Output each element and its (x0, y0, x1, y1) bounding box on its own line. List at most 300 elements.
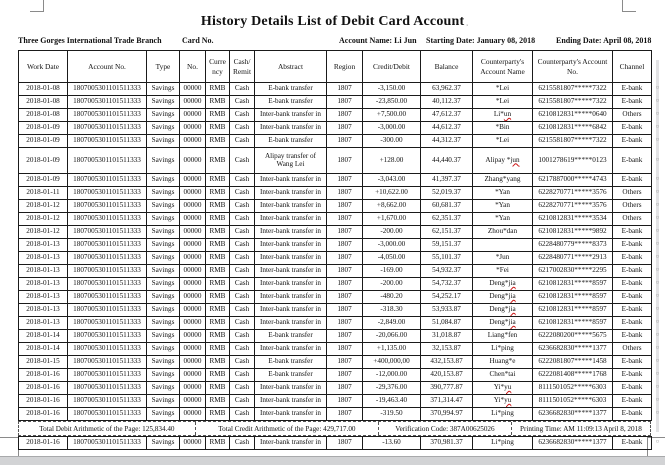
cell-no: 00000 (180, 200, 206, 213)
cell-counterparty-name (473, 278, 533, 291)
cell-currency: RMB (206, 109, 230, 122)
cell-counterparty-account: 6228480779*****8373 (533, 239, 613, 252)
counterparty-name-text: Liang*fen (487, 331, 518, 340)
ending-date: Ending Date: April 08, 2018 (556, 36, 652, 45)
cell-region: 1807 (327, 109, 363, 122)
table-row (19, 96, 652, 109)
cell-account-no: 1807005301101511333 (68, 187, 147, 200)
cell-credit-debit: -4,050.00 (363, 252, 421, 265)
cell-type: Savings (147, 213, 180, 226)
cell-currency: RMB (206, 408, 230, 421)
cell-channel: E-bank ¤ (613, 291, 652, 304)
cell-no: 00000 (180, 96, 206, 109)
cell-no: 00000 (180, 187, 206, 200)
cell-region: 1807 (327, 343, 363, 356)
table-row (19, 265, 652, 278)
cell-balance: 31,018.87 (421, 330, 473, 343)
cell-cash-remit: Cash (230, 437, 255, 450)
cell-abstract: Inter-bank transfer in (255, 408, 327, 421)
cell-counterparty-name (473, 382, 533, 395)
cell-account-no: 1807005301101511333 (68, 265, 147, 278)
counterparty-name-text: Yi* (493, 396, 505, 405)
cell-abstract: Inter-bank transfer in (255, 437, 327, 450)
table-row (19, 109, 652, 122)
cell-channel: E-bank ¤ (613, 148, 652, 174)
cell-balance: 63,962.37 (421, 83, 473, 96)
cell-abstract: Inter-bank transfer in (255, 109, 327, 122)
cell-no: 00000 (180, 437, 206, 450)
cell-account-no: 1807005301101511333 (68, 148, 147, 174)
cell-currency: RMB (206, 356, 230, 369)
counterparty-name-text: *Yan (495, 188, 510, 197)
cell-abstract: Inter-bank transfer in (255, 278, 327, 291)
cell-type: Savings (147, 122, 180, 135)
cell-cash-remit: Cash (230, 226, 255, 239)
cell-channel: E-bank ¤ (613, 278, 652, 291)
cell-cash-remit: Cash (230, 408, 255, 421)
cell-type: Savings (147, 239, 180, 252)
printing-time: Printing Time: AM 11:09:13 April 8, 2018 ¤ (512, 422, 650, 435)
cell-no: 00000 (180, 317, 206, 330)
cell-balance: 51,084.87 (421, 317, 473, 330)
counterparty-name-text: Deng* (489, 292, 509, 301)
cell-credit-debit: -2,849.00 (363, 317, 421, 330)
account-name: Account Name: Li Jun (339, 36, 417, 45)
cell-counterparty-account: 1001278619*****0123 (533, 148, 613, 174)
cell-credit-debit: +8,662.00 (363, 200, 421, 213)
counterparty-name-text: *Bin (495, 123, 510, 132)
cell-currency: RMB (206, 278, 230, 291)
cell-cash-remit: Cash (230, 122, 255, 135)
cell-work-date: 2018-01-13 (19, 278, 68, 291)
cell-counterparty-name (473, 148, 533, 174)
cell-abstract: Inter-bank transfer in (255, 174, 327, 187)
counterparty-name-text: Li*ping (491, 344, 514, 353)
cell-currency: RMB (206, 239, 230, 252)
cell-counterparty-name (473, 317, 533, 330)
cell-currency: RMB (206, 330, 230, 343)
cell-type: Savings (147, 330, 180, 343)
cell-balance: 370,994.97 (421, 408, 473, 421)
counterparty-name-text: *Yan (495, 214, 510, 223)
cell-cash-remit: Cash (230, 200, 255, 213)
cell-work-date: 2018-01-13 (19, 291, 68, 304)
cell-counterparty-account: 6217002830*****2295 (533, 265, 613, 278)
cell-type: Savings (147, 135, 180, 148)
cell-account-no: 1807005301101511333 (68, 291, 147, 304)
cell-abstract: Inter-bank transfer in (255, 122, 327, 135)
cell-type: Savings (147, 408, 180, 421)
cell-cash-remit: Cash (230, 291, 255, 304)
table-row (19, 317, 652, 330)
cell-work-date: 2018-01-16 (19, 395, 68, 408)
cell-credit-debit: +1,670.00 (363, 213, 421, 226)
cell-account-no: 1807005301101511333 (68, 239, 147, 252)
cell-no: 00000 (180, 408, 206, 421)
cell-channel: E-bank ¤ (613, 122, 652, 135)
cell-channel: E-bank ¤ (613, 135, 652, 148)
cell-account-no: 1807005301101511333 (68, 83, 147, 96)
cell-counterparty-account: 6210812831*****6842 (533, 122, 613, 135)
cell-channel: E-bank ¤ (613, 252, 652, 265)
cell-work-date: 2018-01-11 (19, 187, 68, 200)
cell-type: Savings (147, 317, 180, 330)
cell-work-date: 2018-01-09 (19, 174, 68, 187)
card-no-label: Card No. (182, 36, 214, 45)
cell-region: 1807 (327, 226, 363, 239)
cell-account-no: 1807005301101511333 (68, 278, 147, 291)
cell-channel: Others ¤ (613, 200, 652, 213)
cell-work-date: 2018-01-15 (19, 356, 68, 369)
cell-counterparty-account: 6228270771*****3576 (533, 187, 613, 200)
cell-region: 1807 (327, 278, 363, 291)
table-row (19, 226, 652, 239)
counterparty-name-text: Chen*tai (489, 370, 516, 379)
cell-counterparty-account: 6210812831*****8597 (533, 304, 613, 317)
header-channel: Channel (613, 51, 652, 83)
cell-counterparty-name (473, 395, 533, 408)
cell-credit-debit: -3,000.00 (363, 239, 421, 252)
cell-counterparty-account: 6210812831*****8597 (533, 291, 613, 304)
cell-work-date: 2018-01-09 (19, 135, 68, 148)
counterparty-name-text: *Jun (495, 253, 510, 262)
cell-channel: E-bank ¤ (613, 317, 652, 330)
cell-region: 1807 (327, 135, 363, 148)
table-header-row (19, 51, 652, 83)
cell-account-no: 1807005301101511333 (68, 395, 147, 408)
cell-counterparty-account: 6222081807*****1458 (533, 356, 613, 369)
cell-currency: RMB (206, 200, 230, 213)
cell-balance: 32,153.87 (421, 343, 473, 356)
cell-account-no: 1807005301101511333 (68, 356, 147, 369)
counterparty-name-text: *Lei (495, 97, 510, 106)
cell-channel: Others ¤ (613, 343, 652, 356)
cell-abstract: E-bank transfer (255, 135, 327, 148)
cell-currency: RMB (206, 148, 230, 174)
cell-work-date: 2018-01-08 (19, 96, 68, 109)
cell-channel: E-bank ¤ (613, 304, 652, 317)
cell-abstract: E-bank transfer (255, 96, 327, 109)
cell-credit-debit: -319.50 (363, 408, 421, 421)
cell-cash-remit: Cash (230, 265, 255, 278)
cell-counterparty-name (473, 122, 533, 135)
table-row (19, 278, 652, 291)
cell-balance: 52,019.37 (421, 187, 473, 200)
cell-account-no: 1807005301101511333 (68, 226, 147, 239)
cell-work-date: 2018-01-14 (19, 330, 68, 343)
cell-work-date: 2018-01-12 (19, 226, 68, 239)
cell-balance: 44,312.37 (421, 135, 473, 148)
cell-work-date: 2018-01-13 (19, 252, 68, 265)
counterparty-name-text: Li*ping (491, 438, 514, 447)
cell-no: 00000 (180, 395, 206, 408)
cell-type: Savings (147, 109, 180, 122)
cell-balance: 54,932.37 (421, 265, 473, 278)
cell-type: Savings (147, 96, 180, 109)
cell-counterparty-name (473, 83, 533, 96)
cell-no: 00000 (180, 213, 206, 226)
cell-currency: RMB (206, 382, 230, 395)
table-row (19, 135, 652, 148)
cell-type: Savings (147, 174, 180, 187)
cell-cash-remit: Cash (230, 382, 255, 395)
cell-currency: RMB (206, 83, 230, 96)
cell-type: Savings (147, 278, 180, 291)
table-row (19, 304, 652, 317)
cell-counterparty-account: 6222080200*****5675 (533, 330, 613, 343)
starting-date: Starting Date: January 08, 2018 (426, 36, 536, 45)
cell-counterparty-name (473, 330, 533, 343)
table-row (19, 356, 652, 369)
cell-cash-remit: Cash (230, 252, 255, 265)
cell-no: 00000 (180, 174, 206, 187)
counterparty-name-text: Yi* (493, 383, 505, 392)
document-page (18, 6, 651, 450)
cell-counterparty-name (473, 304, 533, 317)
cell-account-no: 1807005301101511333 (68, 437, 147, 450)
cell-no: 00000 (180, 356, 206, 369)
next-page-table (18, 436, 652, 450)
cell-currency: RMB (206, 213, 230, 226)
cell-no: 00000 (180, 83, 206, 96)
cell-no: 00000 (180, 304, 206, 317)
cell-region: 1807 (327, 356, 363, 369)
cell-counterparty-account: 6210812831*****3534 (533, 213, 613, 226)
cell-counterparty-name (473, 291, 533, 304)
cell-account-no: 1807005301101511333 (68, 382, 147, 395)
cell-region: 1807 (327, 317, 363, 330)
cell-region: 1807 (327, 213, 363, 226)
cell-account-no: 1807005301101511333 (68, 252, 147, 265)
cell-abstract: Inter-bank transfer in (255, 187, 327, 200)
cell-balance: 390,777.87 (421, 382, 473, 395)
cell-currency: RMB (206, 187, 230, 200)
counterparty-name-text: Alipay * (485, 155, 511, 164)
counterparty-name-flagged: yu (504, 396, 512, 405)
cell-abstract: Alipay transfer of Wang Lei (255, 148, 327, 174)
cell-abstract: Inter-bank transfer in (255, 395, 327, 408)
cell-credit-debit: -29,376.00 (363, 382, 421, 395)
cell-currency: RMB (206, 317, 230, 330)
page-totals-row (18, 421, 651, 436)
cell-account-no: 1807005301101511333 (68, 304, 147, 317)
cell-type: Savings (147, 265, 180, 278)
cell-credit-debit: -23,850.00 (363, 96, 421, 109)
table-header (19, 51, 652, 83)
cell-no: 00000 (180, 226, 206, 239)
cell-abstract: Inter-bank transfer in (255, 239, 327, 252)
cell-counterparty-name (473, 239, 533, 252)
cell-no: 00000 (180, 278, 206, 291)
cell-balance: 60,681.37 (421, 200, 473, 213)
cell-type: Savings (147, 252, 180, 265)
table-row (19, 122, 652, 135)
cell-channel: E-bank ¤ (613, 83, 652, 96)
cell-cash-remit: Cash (230, 343, 255, 356)
cell-no: 00000 (180, 291, 206, 304)
cell-currency: RMB (206, 343, 230, 356)
table-row (19, 148, 652, 174)
cell-credit-debit: -300.00 (363, 135, 421, 148)
cell-work-date: 2018-01-12 (19, 213, 68, 226)
cell-channel: E-bank ¤ (613, 369, 652, 382)
cell-credit-debit: -3,000.00 (363, 122, 421, 135)
cell-no: 00000 (180, 135, 206, 148)
cell-type: Savings (147, 343, 180, 356)
cell-balance: 44,612.37 (421, 122, 473, 135)
cell-type: Savings (147, 356, 180, 369)
table-row (19, 330, 652, 343)
cell-cash-remit: Cash (230, 83, 255, 96)
counterparty-name-text: *Lei (495, 136, 510, 145)
counterparty-name-text: *Lei (495, 84, 510, 93)
cell-region: 1807 (327, 148, 363, 174)
total-debit: Total Debit Arithmetic of the Page: 125,834.40 (19, 422, 196, 435)
cell-abstract: Inter-bank transfer in (255, 343, 327, 356)
table-row (19, 252, 652, 265)
header-abstract: Abstract (255, 51, 327, 83)
cell-balance: 62,351.37 (421, 213, 473, 226)
cell-balance: 47,612.37 (421, 109, 473, 122)
table-row (19, 369, 652, 382)
table-row (19, 187, 652, 200)
cell-abstract: Inter-bank transfer in (255, 213, 327, 226)
cell-counterparty-name (473, 343, 533, 356)
cell-work-date: 2018-01-13 (19, 265, 68, 278)
cell-counterparty-name (473, 213, 533, 226)
cell-work-date: 2018-01-16 (19, 408, 68, 421)
cell-abstract: Inter-bank transfer in (255, 226, 327, 239)
cell-credit-debit: +1,135.00 (363, 343, 421, 356)
header-currency: Curre ncy (206, 51, 230, 83)
counterparty-name-flagged: jun (510, 155, 520, 164)
cell-counterparty-account: 8111501052*****6303 (533, 382, 613, 395)
cell-account-no: 1807005301101511333 (68, 96, 147, 109)
cell-account-no: 1807005301101511333 (68, 317, 147, 330)
cell-account-no: 1807005301101511333 (68, 408, 147, 421)
header-balance: Balance (421, 51, 473, 83)
cell-counterparty-account: 6236682830*****1377 (533, 343, 613, 356)
branch-name: Three Gorges International Trade Branch (18, 36, 162, 45)
cell-balance: 432,153.87 (421, 356, 473, 369)
cell-currency: RMB (206, 135, 230, 148)
paragraph-mark: , (466, 21, 469, 27)
counterparty-name-flagged: jia (508, 318, 516, 327)
cell-credit-debit: -480.20 (363, 291, 421, 304)
cell-cash-remit: Cash (230, 369, 255, 382)
cell-currency: RMB (206, 252, 230, 265)
cell-channel: E-bank ¤ (613, 437, 652, 450)
cell-region: 1807 (327, 291, 363, 304)
cell-credit-debit: +10,622.00 (363, 187, 421, 200)
cell-no: 00000 (180, 122, 206, 135)
cell-cash-remit: Cash (230, 239, 255, 252)
cell-cash-remit: Cash (230, 148, 255, 174)
cell-channel: E-bank ¤ (613, 239, 652, 252)
cell-no: 00000 (180, 148, 206, 174)
cell-credit-debit: +400,000,00 (363, 356, 421, 369)
cell-counterparty-name (473, 437, 533, 450)
cell-counterparty-name (473, 226, 533, 239)
cell-account-no: 1807005301101511333 (68, 135, 147, 148)
counterparty-name-text: Huang*e (489, 357, 516, 366)
cell-account-no: 1807005301101511333 (68, 122, 147, 135)
cell-no: 00000 (180, 382, 206, 395)
cell-cash-remit: Cash (230, 317, 255, 330)
cell-balance: 371,314.47 (421, 395, 473, 408)
table-row (19, 343, 652, 356)
cell-balance: 62,151.37 (421, 226, 473, 239)
counterparty-name-flagged: jia (508, 305, 516, 314)
cell-work-date: 2018-01-16 (19, 437, 68, 450)
cell-work-date: 2018-01-14 (19, 343, 68, 356)
cell-abstract: Inter-bank transfer in (255, 291, 327, 304)
next-page-body (19, 437, 652, 450)
cell-cash-remit: Cash (230, 135, 255, 148)
cell-counterparty-account: 6215581807*****7322 (533, 96, 613, 109)
cell-type: Savings (147, 395, 180, 408)
cell-no: 00000 (180, 252, 206, 265)
cell-currency: RMB (206, 122, 230, 135)
page-title (18, 14, 651, 30)
cell-account-no: 1807005301101511333 (68, 174, 147, 187)
verification-code: Verification Code: 387A00625026 (379, 422, 512, 435)
cell-counterparty-account: 6222081408*****1768 (533, 369, 613, 382)
cell-counterparty-name (473, 187, 533, 200)
cell-channel: Others ¤ (613, 109, 652, 122)
counterparty-name-text: Deng* (489, 279, 509, 288)
cell-balance: 59,151.37 (421, 239, 473, 252)
cell-currency: RMB (206, 395, 230, 408)
cell-currency: RMB (206, 437, 230, 450)
cell-region: 1807 (327, 83, 363, 96)
table-row (19, 395, 652, 408)
table-row (19, 437, 652, 450)
cell-counterparty-account: 6236682830*****1377 (533, 437, 613, 450)
table-row (19, 213, 652, 226)
cell-credit-debit: -200.00 (363, 226, 421, 239)
cell-currency: RMB (206, 265, 230, 278)
cell-region: 1807 (327, 265, 363, 278)
cell-counterparty-account: 6228270771*****3576 (533, 200, 613, 213)
cell-counterparty-name (473, 408, 533, 421)
cell-counterparty-name (473, 109, 533, 122)
cell-counterparty-account: 6215581807*****7322 (533, 135, 613, 148)
cell-region: 1807 (327, 174, 363, 187)
cell-account-no: 1807005301101511333 (68, 213, 147, 226)
cell-currency: RMB (206, 291, 230, 304)
header-account-no: Account No. (68, 51, 147, 83)
statement-info-line (18, 36, 651, 48)
cell-counterparty-name (473, 135, 533, 148)
cell-region: 1807 (327, 330, 363, 343)
cell-cash-remit: Cash (230, 330, 255, 343)
cell-no: 00000 (180, 239, 206, 252)
cell-cash-remit: Cash (230, 174, 255, 187)
cell-region: 1807 (327, 239, 363, 252)
cell-account-no: 1807005301101511333 (68, 343, 147, 356)
cell-channel: Others ¤ (613, 213, 652, 226)
counterparty-name-text: Deng* (489, 318, 509, 327)
cell-cash-remit: Cash (230, 96, 255, 109)
counterparty-name-text: Li*ping (491, 409, 514, 418)
cell-credit-debit: -20,066.00 (363, 330, 421, 343)
cell-channel: E-bank ¤ (613, 226, 652, 239)
page-title-text: History Details List of Debit Card Account (200, 14, 465, 29)
header-counterparty-account: Counterparty's Account No. (533, 51, 613, 83)
cell-balance: 44,440.37 (421, 148, 473, 174)
cell-account-no: 1807005301101511333 (68, 369, 147, 382)
